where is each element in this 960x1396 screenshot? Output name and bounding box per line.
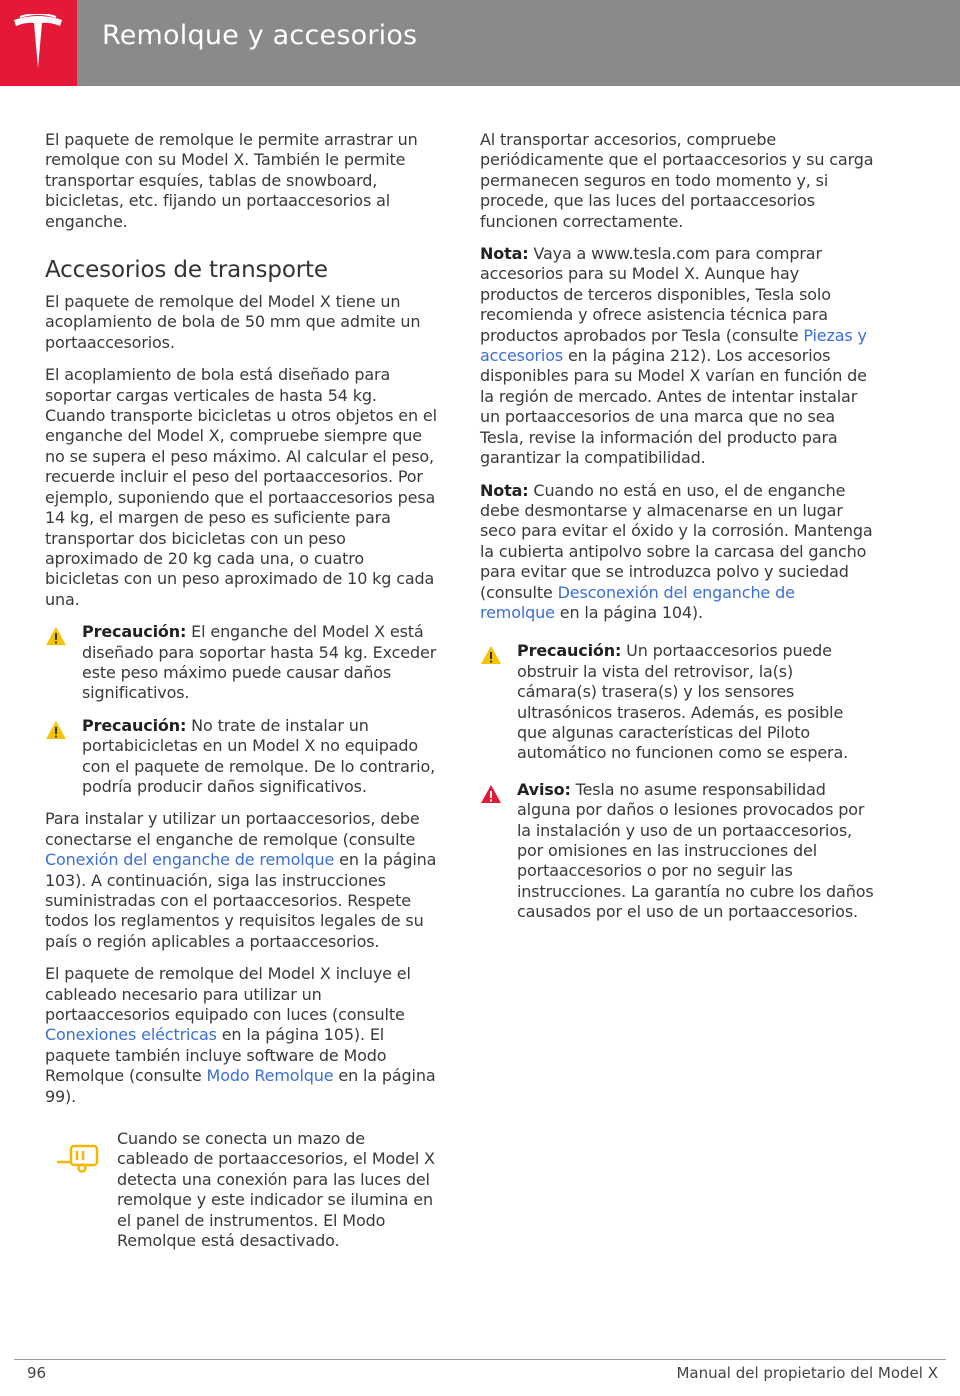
paragraph <box>45 809 437 952</box>
note-label: Nota: <box>480 244 529 264</box>
caution-triangle-icon <box>45 720 67 745</box>
paragraph: El paquete de remolque del Model X tiene un acoplamiento de bola de 50 mm que admite un portaaccesorios. <box>45 292 421 352</box>
intro-paragraph: El paquete de remolque le permite arrastrar un remolque con su Model X. También le permite transportar esquíes, tablas de snowboard, bicicletas, etc. fijando un portaaccesorios al enganche. <box>45 130 418 231</box>
footer-divider <box>14 1359 946 1360</box>
text-span: Cuando no está en uso, el de enganche debe desmontarse y almacenarse en un lugar seco para evitar el óxido y la corrosión. Mantenga la cubierta antipolvo sobre la carcasa del gancho para evitar que se introduzca polvo y suciedad (consulte <box>480 480 873 602</box>
caution-callout <box>45 622 437 704</box>
section-heading: Accesorios de transporte <box>45 257 328 284</box>
text-span: Vaya a www.tesla.com para comprar accesorios para su Model X. Aunque hay productos de terceros disponibles, Tesla solo recomienda y ofrece asistencia técnica para productos aprobados por Tesla (consulte <box>480 244 831 345</box>
caution-text: Un portaaccesorios puede obstruir la vista del retrovisor, la(s) cámara(s) trasera(s) y los sensores ultrasónicos traseros. Además, es posible que algunas características del Piloto automático no funcionen como se espera. <box>517 641 849 763</box>
caution-label: Precaución: <box>517 641 622 661</box>
caution-callout <box>480 641 874 763</box>
text-span: en la página 105). El paquete también incluye software de Modo Remolque (consulte <box>45 1025 387 1086</box>
caution-triangle-icon <box>45 626 67 651</box>
link-piezas-accesorios[interactable]: Piezas y accesorios <box>480 325 867 366</box>
left-column <box>45 130 437 1252</box>
warning-text: Tesla no asume responsabilidad alguna por daños o lesiones provocados por la instalación y uso de un portaaccesorios, por omisiones en las instrucciones del portaaccesorios o por no seguir las instrucciones. La garantía no cubre los daños causados por el uso de un portaaccesorios. <box>517 779 874 922</box>
paragraph: El acoplamiento de bola está diseñado para soportar cargas verticales de hasta 54 kg. Cuando transporte bicicletas u otros objetos en el enganche del Model X, compruebe siempre que no se supera el peso máximo. Al calcular el peso, recuerde incluir el peso del portaaccesorios. Por ejemplo, suponiendo que el portaaccesorios pesa 14 kg, el margen de peso es suficiente para transportar dos bicicletas con un peso aproximado de 20 kg cada una, o cuatro bicicletas con un peso aproximado de 10 kg cada una. <box>45 365 437 609</box>
warning-triangle-icon <box>480 784 502 809</box>
caution-text: No trate de instalar un portabicicletas en un Model X no equipado con el paquete de remolque. De lo contrario, podría producir daños significativos. <box>82 715 436 796</box>
text-span: en la página 103). A continuación, siga las instrucciones suministradas con el portaaccesorios. Respete todos los reglamentos y requisitos legales de su país o región aplicables a portaaccesorios. <box>45 850 437 951</box>
page-number: 96 <box>27 1364 47 1382</box>
caution-triangle-icon <box>480 645 502 670</box>
tesla-logo <box>0 0 77 86</box>
paragraph: Al transportar accesorios, compruebe periódicamente que el portaaccesorios y su carga permanecen seguros en todo momento y, si procede, que las luces del portaaccesorios funcionen correctamente. <box>480 130 874 231</box>
trailer-note <box>45 1129 437 1251</box>
warning-callout <box>480 780 874 923</box>
warning-label: Aviso: <box>517 779 571 799</box>
text-span: en la página 104). <box>554 602 703 622</box>
caution-label: Precaución: <box>82 622 187 642</box>
paragraph <box>45 964 437 1107</box>
trailer-note-text: Cuando se conecta un mazo de cableado de portaaccesorios, el Model X detecta una conexión para las luces del remolque y este indicador se ilumina en el panel de instrumentos. El Modo Remolque está desactivado. <box>117 1129 435 1251</box>
caution-text: El enganche del Model X está diseñado para soportar hasta 54 kg. Exceder este peso máximo puede causar daños significativos. <box>82 622 437 703</box>
note-paragraph <box>480 481 874 624</box>
page-header <box>0 0 960 86</box>
trailer-icon <box>55 1143 99 1178</box>
text-span: en la página 99). <box>45 1066 436 1106</box>
caution-callout <box>45 716 437 798</box>
link-desconexion-enganche[interactable]: Desconexión del enganche de remolque <box>480 582 795 622</box>
caution-label: Precaución: <box>82 715 187 735</box>
link-conexiones-electricas[interactable]: Conexiones eléctricas <box>45 1025 217 1045</box>
page-title: Remolque y accesorios <box>102 20 418 51</box>
footer-title: Manual del propietario del Model X <box>676 1364 938 1382</box>
link-conexion-enganche[interactable]: Conexión del enganche de remolque <box>45 850 335 870</box>
text-span: Para instalar y utilizar un portaaccesorios, debe conectarse el enganche de remolque (consulte <box>45 809 420 849</box>
text-span: El paquete de remolque del Model X incluye el cableado necesario para utilizar un portaaccesorios equipado con luces (consulte <box>45 964 411 1025</box>
right-column <box>480 130 874 935</box>
note-paragraph <box>480 244 874 468</box>
text-span: en la página 212). Los accesorios disponibles para su Model X varían en función de la región de mercado. Antes de intentar instalar un portaaccesorios de una marca que no sea Tesla, revise la información del producto para garantizar la compatibilidad. <box>480 346 867 468</box>
note-label: Nota: <box>480 480 529 500</box>
link-modo-remolque[interactable]: Modo Remolque <box>206 1066 334 1086</box>
